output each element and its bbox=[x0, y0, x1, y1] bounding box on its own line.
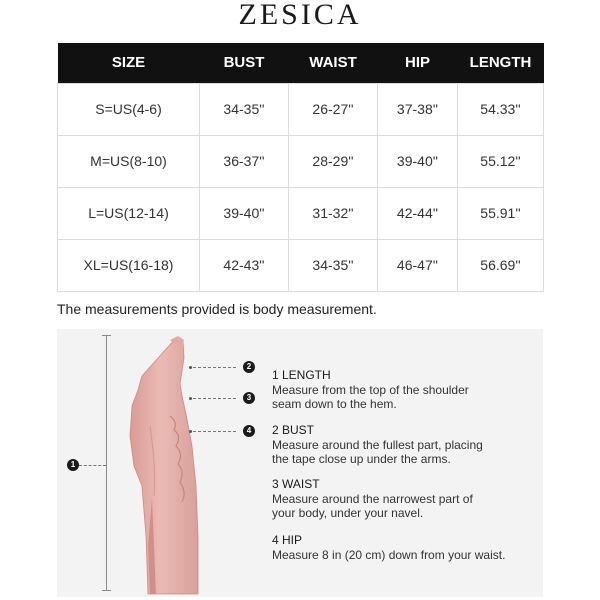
cell-hip: 37-38'' bbox=[378, 83, 458, 135]
instruction-desc: Measure around the fullest part, placing bbox=[272, 437, 483, 452]
cell-hip: 46-47'' bbox=[378, 239, 458, 291]
dress-body bbox=[130, 338, 198, 594]
cell-hip: 42-44'' bbox=[378, 187, 458, 239]
instruction-desc: your body, under your navel. bbox=[272, 506, 424, 520]
measurement-note: The measurements provided is body measurement. bbox=[57, 301, 377, 317]
dress-illustration bbox=[112, 336, 222, 598]
instruction-title: 4 HIP bbox=[272, 533, 303, 547]
cell-waist: 34-35'' bbox=[289, 239, 378, 291]
instruction-desc: the tape close up under the arms. bbox=[272, 452, 451, 466]
instruction-title: 3 WAIST bbox=[272, 477, 320, 491]
marker-3-leader bbox=[193, 398, 236, 399]
marker-1-leader bbox=[79, 465, 106, 466]
cell-length: 56.69'' bbox=[458, 239, 544, 291]
cell-waist: 26-27'' bbox=[289, 83, 378, 135]
table-row bbox=[58, 83, 544, 135]
marker-4-point bbox=[189, 430, 192, 433]
size-chart-table bbox=[57, 43, 544, 292]
marker-2-point bbox=[189, 366, 192, 369]
instruction-title: 2 BUST bbox=[272, 423, 315, 437]
instruction-bust bbox=[272, 423, 483, 467]
header-length: LENGTH bbox=[458, 43, 544, 83]
marker-1-badge: 1 bbox=[67, 459, 79, 471]
cell-length: 55.12'' bbox=[458, 135, 544, 187]
header-bust: BUST bbox=[200, 43, 289, 83]
instruction-hip bbox=[272, 533, 505, 562]
marker-2-badge: 2 bbox=[243, 361, 255, 373]
instruction-desc: Measure around the narrowest part of bbox=[272, 491, 473, 506]
cell-waist: 31-32'' bbox=[289, 187, 378, 239]
header-hip: HIP bbox=[378, 43, 458, 83]
instruction-length bbox=[272, 368, 469, 412]
instruction-desc: seam down to the hem. bbox=[272, 397, 397, 411]
cell-length: 54.33'' bbox=[458, 83, 544, 135]
length-dimension-line bbox=[106, 335, 107, 591]
marker-4-badge: 4 bbox=[243, 425, 255, 437]
cell-size: S=US(4-6) bbox=[58, 83, 200, 135]
cell-bust: 34-35'' bbox=[200, 83, 289, 135]
marker-4-leader bbox=[193, 431, 236, 432]
length-dimension-cap-top bbox=[102, 335, 111, 336]
instruction-waist bbox=[272, 477, 473, 521]
cell-hip: 39-40'' bbox=[378, 135, 458, 187]
instruction-title: 1 LENGTH bbox=[272, 368, 331, 382]
cell-length: 55.91'' bbox=[458, 187, 544, 239]
brand-logo: ZESICA bbox=[238, 0, 362, 31]
marker-3-point bbox=[189, 397, 192, 400]
table-header-row bbox=[58, 43, 544, 83]
cell-bust: 39-40'' bbox=[200, 187, 289, 239]
marker-2-leader bbox=[193, 367, 236, 368]
length-dimension-cap-bottom bbox=[102, 590, 111, 591]
cell-waist: 28-29'' bbox=[289, 135, 378, 187]
header-waist: WAIST bbox=[289, 43, 378, 83]
cell-bust: 42-43'' bbox=[200, 239, 289, 291]
table-row bbox=[58, 239, 544, 291]
cell-size: M=US(8-10) bbox=[58, 135, 200, 187]
instruction-desc: Measure from the top of the shoulder bbox=[272, 382, 469, 397]
marker-3-badge: 3 bbox=[243, 392, 255, 404]
cell-size: XL=US(16-18) bbox=[58, 239, 200, 291]
header-size: SIZE bbox=[58, 43, 200, 83]
cell-size: L=US(12-14) bbox=[58, 187, 200, 239]
table-row bbox=[58, 187, 544, 239]
cell-bust: 36-37'' bbox=[200, 135, 289, 187]
table-row bbox=[58, 135, 544, 187]
instruction-desc: Measure 8 in (20 cm) down from your waist. bbox=[272, 547, 506, 562]
